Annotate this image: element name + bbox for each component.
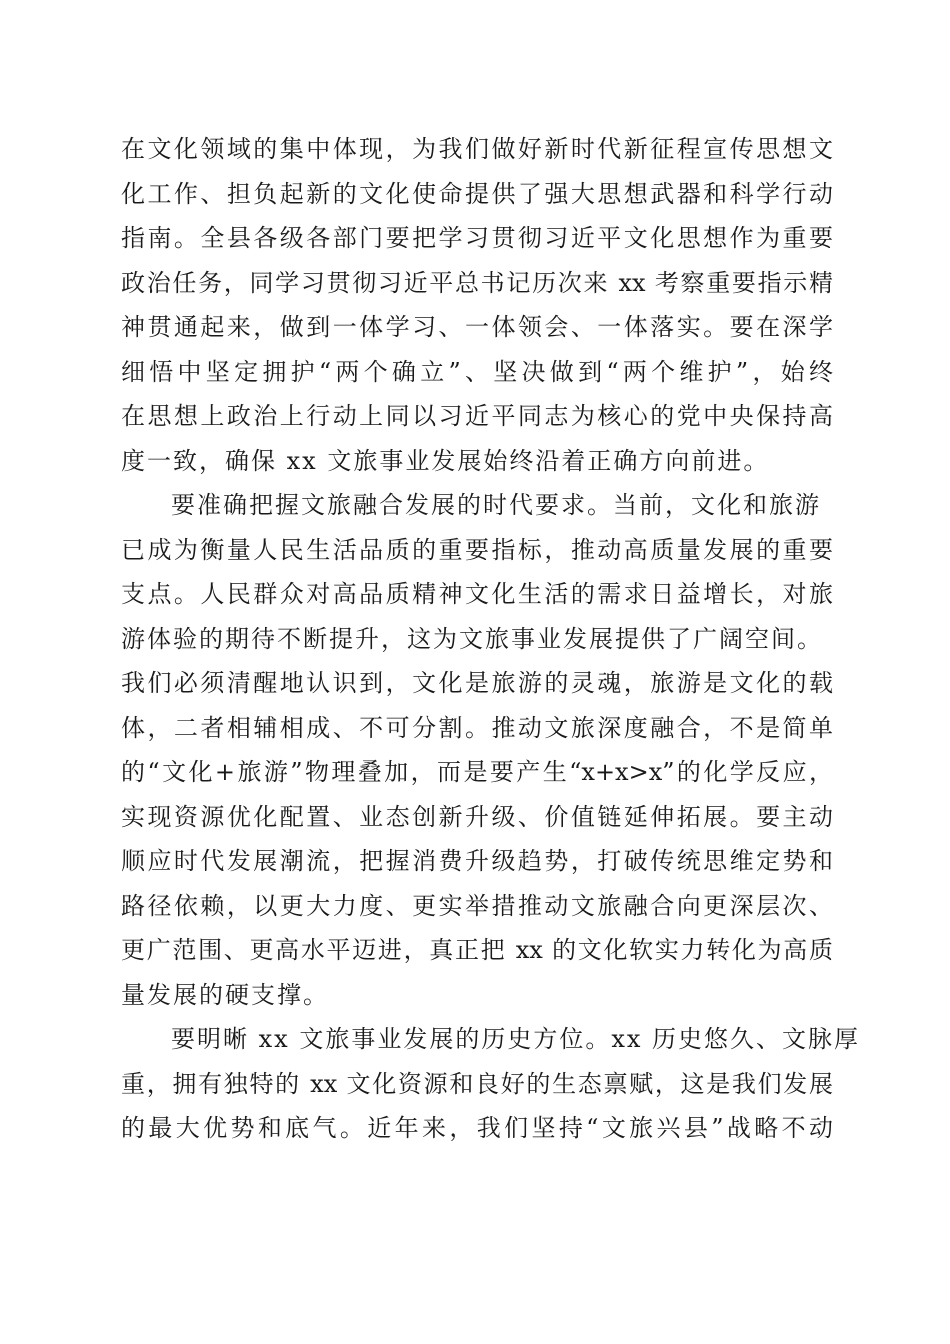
text-line: 要明晰 xx 文旅事业发展的历史方位。xx 历史悠久、文脉厚 xyxy=(171,1025,861,1053)
text-line: 我们必须清醒地认识到，文化是旅游的灵魂，旅游是文化的载 xyxy=(121,669,833,697)
text-line: 指南。全县各级各部门要把学习贯彻习近平文化思想作为重要 xyxy=(121,224,833,252)
text-line: 化工作、担负起新的文化使命提供了强大思想武器和科学行动 xyxy=(121,179,833,208)
text-line: 体，二者相辅相成、不可分割。推动文旅深度融合，不是简单 xyxy=(121,713,833,742)
text-line: 路径依赖，以更大力度、更实举措推动文旅融合向更深层次、 xyxy=(121,891,833,920)
text-line: 顺应时代发展潮流，把握消费升级趋势，打破传统思维定势和 xyxy=(121,847,833,875)
text-line: 实现资源优化配置、业态创新升级、价值链延伸拓展。要主动 xyxy=(121,802,833,831)
text-line: 在思想上政治上行动上同以习近平同志为核心的党中央保持高 xyxy=(121,402,833,430)
document-body xyxy=(121,127,861,1151)
text-line: 量发展的硬支撑。 xyxy=(121,980,329,1009)
text-line: 神贯通起来，做到一体学习、一体领会、一体落实。要在深学 xyxy=(121,313,833,341)
text-line: 在文化领域的集中体现，为我们做好新时代新征程宣传思想文 xyxy=(121,135,833,163)
text-line: 支点。人民群众对高品质精神文化生活的需求日益增长，对旅 xyxy=(121,580,833,608)
text-line: 游体验的期待不断提升，这为文旅事业发展提供了广阔空间。 xyxy=(121,624,823,653)
text-line: 政治任务，同学习贯彻习近平总书记历次来 xx 考察重要指示精 xyxy=(121,268,833,297)
text-line: 要准确把握文旅融合发展的时代要求。当前，文化和旅游 xyxy=(171,491,821,519)
text-line: 的最大优势和底气。近年来，我们坚持“文旅兴县”战略不动 xyxy=(121,1114,833,1142)
paragraph-1 xyxy=(121,127,833,483)
paragraph-2 xyxy=(121,483,833,1017)
text-line: 的“文化+旅游”物理叠加，而是要产生“x+x>x”的化学反应， xyxy=(121,758,833,786)
text-line: 重，拥有独特的 xx 文化资源和良好的生态禀赋，这是我们发展 xyxy=(121,1069,833,1098)
text-line: 细悟中坚定拥护“两个确立”、坚决做到“两个维护”，始终 xyxy=(121,357,833,386)
text-line: 度一致，确保 xx 文旅事业发展始终沿着正确方向前进。 xyxy=(121,446,770,475)
text-line: 已成为衡量人民生活品质的重要指标，推动高质量发展的重要 xyxy=(121,535,833,564)
text-line: 更广范围、更高水平迈进，真正把 xx 的文化软实力转化为高质 xyxy=(121,936,833,964)
paragraph-3 xyxy=(121,1017,861,1151)
